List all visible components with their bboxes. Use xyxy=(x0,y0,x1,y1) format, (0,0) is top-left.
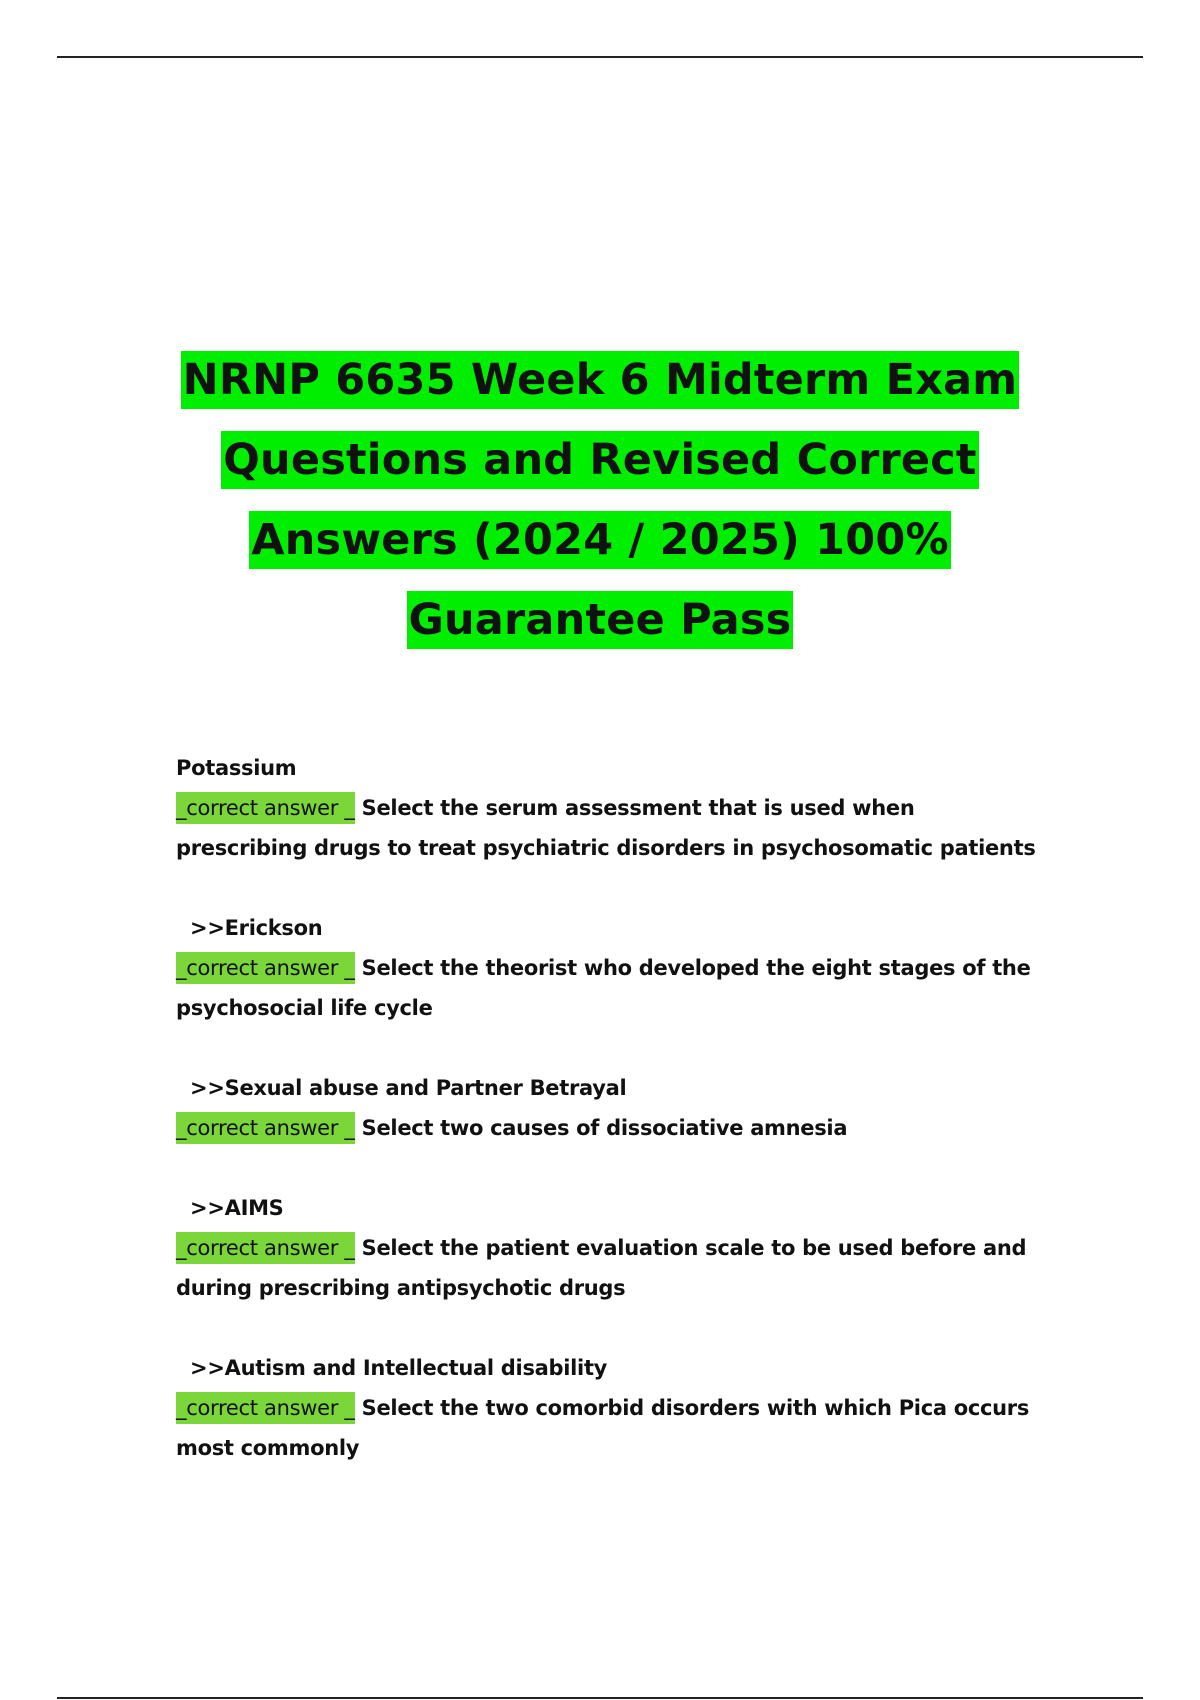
title-highlight: NRNP 6635 Week 6 Midterm Exam Questions and Revised Correct Answers (2024 / 2025) 100% Guarantee Pass xyxy=(181,351,1020,649)
question-text: Select the serum assessment that is used when prescribing drugs to treat psychiatric disorders in psychosomatic patients xyxy=(176,796,1036,860)
qa-item xyxy=(176,908,1036,1028)
correct-answer-tag: _correct answer _ xyxy=(176,792,355,824)
answer-text: >>Sexual abuse and Partner Betrayal xyxy=(176,1076,627,1100)
question-line xyxy=(176,788,1036,868)
top-rule xyxy=(57,56,1143,58)
qa-item xyxy=(176,1188,1036,1308)
question-line xyxy=(176,948,1036,1028)
correct-answer-tag: _correct answer _ xyxy=(176,1392,355,1424)
answer-text: >>Erickson xyxy=(176,916,323,940)
correct-answer-tag: _correct answer _ xyxy=(176,952,355,984)
correct-answer-tag: _correct answer _ xyxy=(176,1232,355,1264)
answer-text: >>Autism and Intellectual disability xyxy=(176,1356,608,1380)
question-text: Select the theorist who developed the eight stages of the psychosocial life cycle xyxy=(176,956,1031,1020)
question-line xyxy=(176,1228,1036,1308)
question-line xyxy=(176,1108,1036,1148)
document-title xyxy=(150,340,1050,660)
bottom-rule xyxy=(57,1697,1143,1699)
answer-text: Potassium xyxy=(176,756,297,780)
question-text: Select two causes of dissociative amnesia xyxy=(361,1116,848,1140)
question-text: Select the patient evaluation scale to be used before and during prescribing antipsychotic drugs xyxy=(176,1236,1027,1300)
question-text: Select the two comorbid disorders with which Pica occurs most commonly xyxy=(176,1396,1030,1460)
qa-list xyxy=(176,748,1036,1508)
correct-answer-tag: _correct answer _ xyxy=(176,1112,355,1144)
question-line xyxy=(176,1388,1036,1468)
qa-item xyxy=(176,1348,1036,1468)
qa-item xyxy=(176,1068,1036,1148)
qa-item xyxy=(176,748,1036,868)
answer-text: >>AIMS xyxy=(176,1196,284,1220)
